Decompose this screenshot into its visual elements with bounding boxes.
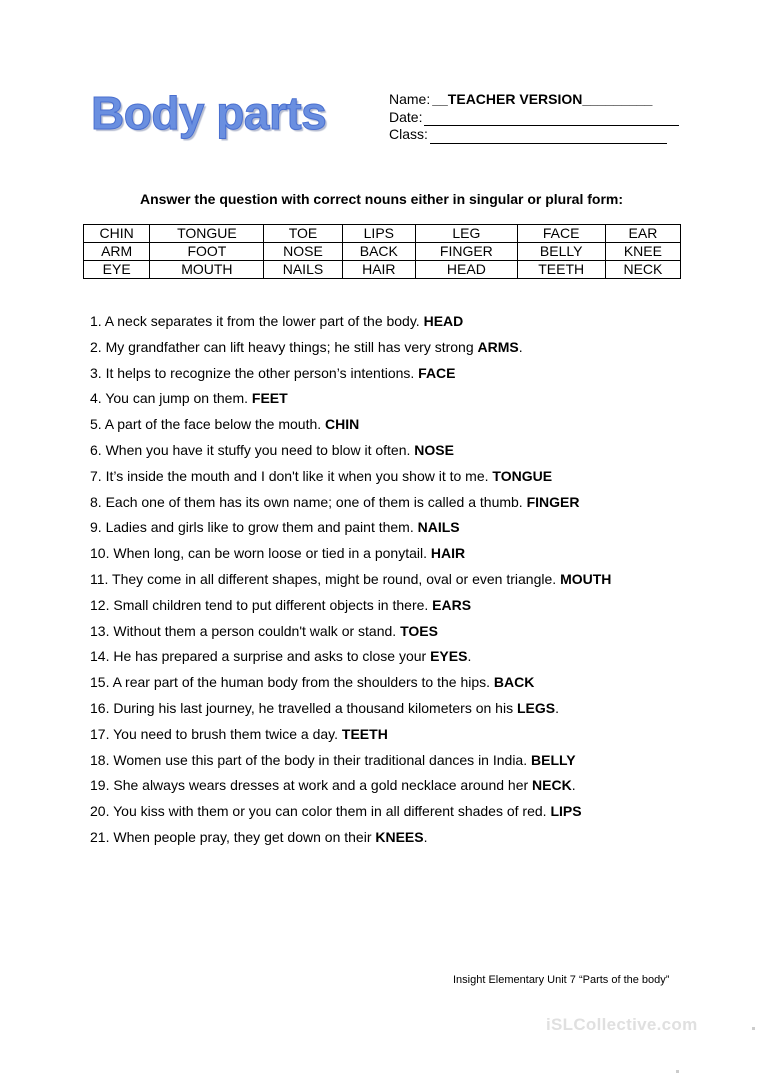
question-punctuation: . xyxy=(555,699,559,716)
answer-text: EARS xyxy=(432,596,472,613)
question-text: 15. A rear part of the human body from the shoulders to the hips. xyxy=(90,674,494,691)
answer-text: BACK xyxy=(493,674,535,691)
name-value: __TEACHER VERSION_________ xyxy=(432,91,653,107)
word-cell: FINGER xyxy=(416,243,517,261)
question-item xyxy=(90,494,730,520)
question-text: 9. Ladies and girls like to grow them and paint them. xyxy=(90,519,418,536)
question-text: 16. During his last journey, he travelled a thousand kilometers on his xyxy=(90,699,517,716)
question-item xyxy=(90,648,730,674)
word-cell: TONGUE xyxy=(150,225,264,243)
answer-text: EYES xyxy=(430,648,468,665)
word-cell: CHIN xyxy=(84,225,150,243)
source-footer: Insight Elementary Unit 7 “Parts of the body” xyxy=(453,974,670,986)
question-punctuation: . xyxy=(467,648,472,665)
question-item xyxy=(90,468,730,494)
question-item xyxy=(90,777,730,803)
decorative-dot xyxy=(752,1027,755,1030)
word-cell: TEETH xyxy=(517,261,605,279)
word-cell: KNEE xyxy=(605,243,680,261)
word-cell: HEAD xyxy=(416,261,517,279)
question-item xyxy=(90,416,730,442)
answer-text: LEGS xyxy=(516,699,556,716)
question-item xyxy=(90,803,730,829)
answer-text: TOES xyxy=(400,622,438,639)
word-cell: TOE xyxy=(264,225,342,243)
name-field-row xyxy=(389,91,679,109)
word-cell: ARM xyxy=(84,243,150,261)
word-cell: EAR xyxy=(605,225,680,243)
question-text: 5. A part of the face below the mouth. xyxy=(90,416,326,433)
answer-text: NOSE xyxy=(414,441,454,458)
question-item xyxy=(90,442,730,468)
class-label: Class: xyxy=(389,126,428,142)
question-item xyxy=(90,726,730,752)
question-text: 10. When long, can be worn loose or tied in a ponytail. xyxy=(90,545,431,562)
question-item xyxy=(90,700,730,726)
question-text: 18. Women use this part of the body in their traditional dances in India. xyxy=(90,751,531,768)
question-item xyxy=(90,519,730,545)
question-text: 7. It’s inside the mouth and I don't like it when you show it to me. xyxy=(90,467,493,484)
answer-text: MOUTH xyxy=(560,570,612,587)
page-title: Body parts xyxy=(91,87,327,139)
answer-text: FACE xyxy=(418,364,456,381)
word-cell: FOOT xyxy=(150,243,264,261)
word-table-row xyxy=(84,225,681,243)
question-item xyxy=(90,339,730,365)
question-text: 21. When people pray, they get down on their xyxy=(90,828,376,845)
question-item xyxy=(90,571,730,597)
question-text: 4. You can jump on them. xyxy=(90,390,252,407)
question-punctuation: . xyxy=(423,828,428,845)
question-text: 3. It helps to recognize the other person’s intentions. xyxy=(90,364,419,381)
question-item xyxy=(90,674,730,700)
answer-text: ARMS xyxy=(477,338,519,355)
question-item xyxy=(90,365,730,391)
answer-text: KNEES xyxy=(375,828,424,845)
question-punctuation: . xyxy=(571,777,576,794)
word-cell: MOUTH xyxy=(150,261,264,279)
question-item xyxy=(90,390,730,416)
date-blank-line xyxy=(424,111,679,126)
instructions: Answer the question with correct nouns either in singular or plural form: xyxy=(139,191,624,207)
question-item xyxy=(90,829,730,855)
question-list xyxy=(90,313,730,855)
word-cell: LIPS xyxy=(342,225,416,243)
question-item xyxy=(90,597,730,623)
answer-text: TONGUE xyxy=(492,467,553,484)
word-cell: NOSE xyxy=(264,243,342,261)
question-punctuation: . xyxy=(518,338,523,355)
word-cell: NAILS xyxy=(264,261,342,279)
question-text: 2. My grandfather can lift heavy things; he still has very strong xyxy=(90,338,478,355)
answer-text: FINGER xyxy=(526,493,580,510)
decorative-dot xyxy=(676,1070,679,1073)
question-text: 6. When you have it stuffy you need to blow it often. xyxy=(90,441,415,458)
question-text: 1. A neck separates it from the lower part of the body. xyxy=(90,313,424,329)
student-info-fields xyxy=(389,91,679,144)
question-text: 19. She always wears dresses at work and a gold necklace around her xyxy=(90,777,533,794)
class-field-row xyxy=(389,126,679,144)
answer-text: BELLY xyxy=(531,751,576,768)
question-text: 14. He has prepared a surprise and asks to close your xyxy=(90,648,431,665)
word-bank-table xyxy=(83,224,681,279)
question-text: 17. You need to brush them twice a day. xyxy=(90,725,342,742)
question-item xyxy=(90,545,730,571)
answer-text: CHIN xyxy=(325,416,360,433)
question-text: 8. Each one of them has its own name; one of them is called a thumb. xyxy=(90,493,527,510)
question-text: 20. You kiss with them or you can color them in all different shades of red. xyxy=(90,803,551,820)
answer-text: TEETH xyxy=(341,725,388,742)
word-cell: FACE xyxy=(517,225,605,243)
question-text: 11. They come in all different shapes, might be round, oval or even triangle. xyxy=(90,570,561,587)
answer-text: FEET xyxy=(251,390,288,407)
answer-text: NECK xyxy=(532,777,572,794)
class-blank-line xyxy=(430,129,667,144)
date-field-row xyxy=(389,109,679,127)
answer-text: HEAD xyxy=(423,313,464,329)
word-cell: HAIR xyxy=(342,261,416,279)
answer-text: NAILS xyxy=(417,519,460,536)
word-table-row xyxy=(84,261,681,279)
word-cell: BACK xyxy=(342,243,416,261)
word-table-row xyxy=(84,243,681,261)
question-item xyxy=(90,752,730,778)
watermark: iSLCollective.com xyxy=(546,1015,698,1034)
question-text: 12. Small children tend to put different objects in there. xyxy=(90,596,433,613)
answer-text: HAIR xyxy=(430,545,466,562)
question-text: 13. Without them a person couldn't walk or stand. xyxy=(90,622,401,639)
word-cell: BELLY xyxy=(517,243,605,261)
question-item xyxy=(90,313,730,339)
answer-text: LIPS xyxy=(550,803,582,820)
word-cell: LEG xyxy=(416,225,517,243)
question-item xyxy=(90,623,730,649)
name-label: Name: xyxy=(389,91,431,107)
word-cell: NECK xyxy=(605,261,680,279)
word-cell: EYE xyxy=(84,261,150,279)
date-label: Date: xyxy=(389,108,423,125)
